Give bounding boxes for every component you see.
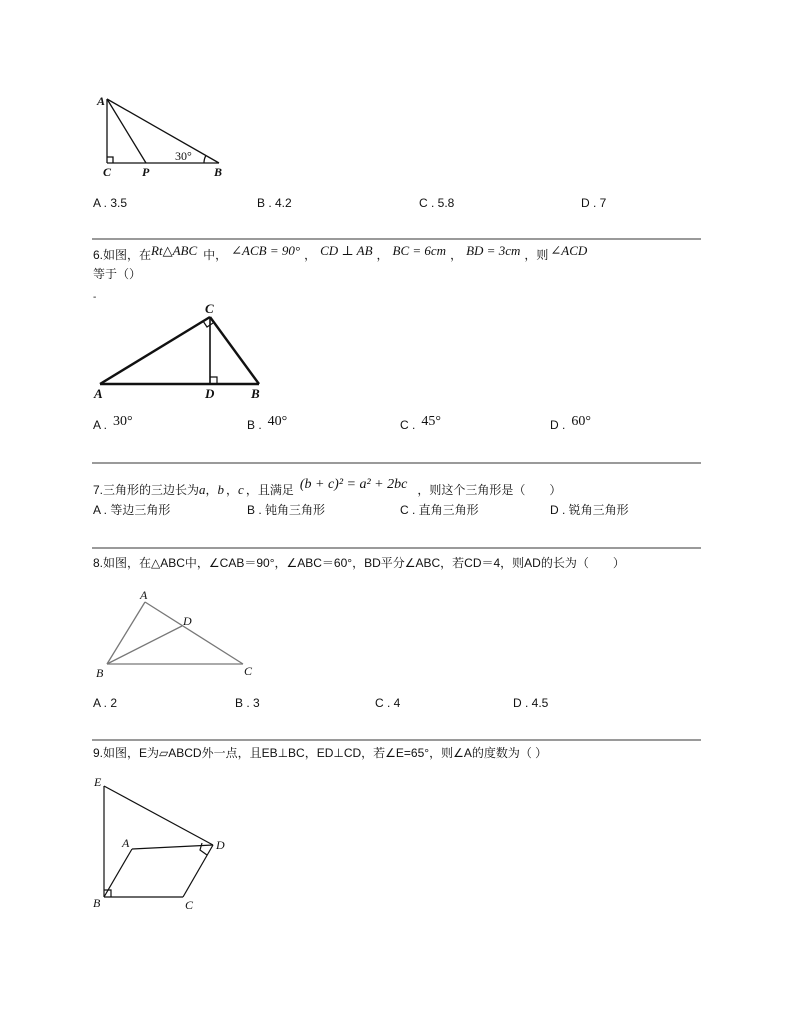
q6-angle-acd: ∠ACD <box>550 243 588 258</box>
q7-equation: (b + c)² = a² + 2bc <box>299 477 408 492</box>
q5-label-c: C <box>103 165 112 179</box>
q6-label-a: A <box>94 386 103 401</box>
q7-comma3: ，且满足 <box>245 483 294 497</box>
q9-label-b: B <box>93 896 101 910</box>
q5-angle-label: 30° <box>175 149 192 163</box>
q7-var-c: c <box>238 482 244 497</box>
q6-prefix: 6.如图，在 <box>93 248 152 262</box>
q7-var-b: b <box>217 482 225 497</box>
q5-option-b[interactable]: B . 4.2 <box>257 196 292 210</box>
q7-option-a[interactable]: A . 等边三角形 <box>93 503 171 517</box>
q5-label-p: P <box>142 165 150 179</box>
q5-option-d[interactable]: D . 7 <box>581 196 607 210</box>
q8-label-c: C <box>244 664 253 678</box>
q7-suffix: ，则这个三角形是（ ） <box>417 483 562 497</box>
q6-option-c-letter: C . <box>400 418 416 432</box>
q6-option-b-value: 40° <box>267 414 288 429</box>
q7-comma1: ， <box>205 483 218 497</box>
q8-option-c[interactable]: C . 4 <box>375 696 401 710</box>
q6-mid: 中， <box>203 248 228 262</box>
q8-option-d[interactable]: D . 4.5 <box>513 696 549 710</box>
q9-label-a: A <box>122 836 130 850</box>
q6-comma4: ，则 <box>524 248 549 262</box>
q8-label-a: A <box>140 588 148 602</box>
q6-bc: BC = 6cm <box>392 243 447 258</box>
q7-option-d[interactable]: D . 锐角三角形 <box>550 503 629 517</box>
q6-label-b: B <box>251 386 260 401</box>
q7-comma2: ， <box>226 483 239 497</box>
q6-option-c-value: 45° <box>421 414 441 429</box>
q6-option-b-letter: B . <box>247 418 262 432</box>
q8-label-b: B <box>96 666 104 680</box>
q5-label-a: A <box>97 94 106 108</box>
q6-option-d-value: 60° <box>571 414 591 429</box>
q6-dash: - <box>93 292 97 303</box>
q6-comma1: ， <box>304 248 317 262</box>
q6-bd: BD = 3cm <box>466 243 521 258</box>
q9-stem: 9.如图，E为▱ABCD外一点，且EB⊥BC，ED⊥CD，若∠E=65°，则∠A的度数为（ ） <box>93 746 548 760</box>
q6-option-a-letter: A . <box>93 418 108 432</box>
q6-stem-line2: 等于（） <box>93 267 142 281</box>
q5-option-a[interactable]: A . 3.5 <box>93 196 128 210</box>
q8-option-a[interactable]: A . 2 <box>93 696 118 710</box>
q6-comma2: ， <box>376 248 389 262</box>
q9-label-c: C <box>185 898 194 912</box>
q7-var-a: a <box>199 482 206 497</box>
q7-prefix: 7.三角形的三边长为 <box>93 483 200 497</box>
q8-label-d: D <box>183 614 192 628</box>
q7-option-b[interactable]: B . 钝角三角形 <box>247 503 326 517</box>
q6-option-a-value: 30° <box>113 414 133 429</box>
q5-option-c[interactable]: C . 5.8 <box>419 196 455 210</box>
q8-option-b[interactable]: B . 3 <box>235 696 260 710</box>
q7-option-c[interactable]: C . 直角三角形 <box>400 503 479 517</box>
q9-label-e: E <box>94 775 102 789</box>
q9-label-d: D <box>216 838 225 852</box>
q6-cd-perp-ab: CD ⊥ AB <box>320 243 373 258</box>
q6-label-c: C <box>205 301 214 316</box>
q5-label-b: B <box>214 165 223 179</box>
q6-option-d-letter: D . <box>550 418 566 432</box>
q6-comma3: ， <box>450 248 463 262</box>
q8-stem: 8.如图，在△ABC中，∠CAB＝90°，∠ABC＝60°，BD平分∠ABC，若CD＝4，则AD的长为（ ） <box>93 556 625 570</box>
q6-angle-acb: ∠ACB = 90° <box>231 243 301 258</box>
q6-rt-abc: Rt△ABC <box>151 243 198 258</box>
q6-label-d: D <box>205 386 215 401</box>
